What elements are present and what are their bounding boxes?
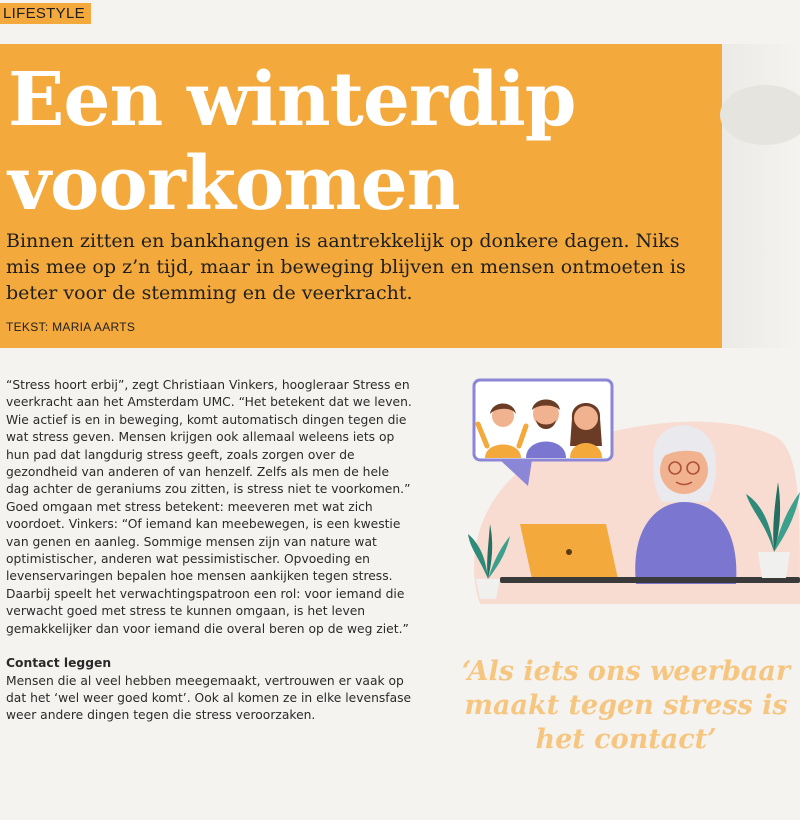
- body-paragraph-2: Goed omgaan met stress betekent: meeveren met wat zich voordoet. Vinkers: “Of iemand kan meebewegen, is een kwestie van genen en aanleg. Sommige mensen zijn van nature wat optimistischer, anderen wat pessimistischer. Opvoeding en levenservaringen bepalen hoe mensen aankijken tegen stress. Daarbij speelt het verwachtingspatroon een rol: voor iemand die verwacht goed met stress te kunnen omgaan, is het leven gemakkelijker dan voor iemand die overal beren op de weg ziet.”: [6, 499, 409, 636]
- video-call-illustration: [440, 374, 800, 604]
- article-body: [6, 377, 416, 725]
- background-bleed: [230, 0, 360, 26]
- subhead: Contact leggen: [6, 656, 112, 671]
- byline: TEKST: MARIA AARTS: [6, 320, 136, 334]
- lead-paragraph: Binnen zitten en bankhangen is aantrekkelijk op donkere dagen. Niks mis mee op z’n tijd, maar in beweging blijven en mensen ontmoeten is beter voor de stemming en de veerkracht.: [6, 230, 686, 304]
- headline-line-1: Een winterdip: [8, 57, 576, 143]
- headline: [8, 58, 708, 226]
- body-paragraph-3: Mensen die al veel hebben meegemaakt, vertrouwen er vaak op dat het ‘wel weer goed komt’. Ook al komen ze in elke levensfase weer andere dingen tegen die stress veroorzaken.: [6, 673, 412, 723]
- page-edge-shape: [720, 85, 800, 145]
- headline-line-2: voorkomen: [8, 141, 460, 227]
- body-paragraph-1: “Stress hoort erbij”, zegt Christiaan Vinkers, hoogleraar Stress en veerkracht aan het Amsterdam UMC. “Het betekent dat we leven. Wie actief is en in beweging, komt automatisch dingen tegen die wat stress geven. Mensen krijgen ook allemaal weleens iets op hun pad dat langdurig stress geeft, zoals zorgen over de gezondheid van anderen of van henzelf. Zelfs als men de hele dag achter de geraniums zou zitten, is stress niet te voorkomen.”: [6, 378, 412, 497]
- pull-quote: ‘Als iets ons weerbaar maakt tegen stress is het contact’: [461, 656, 791, 755]
- section-tag: LIFESTYLE: [0, 3, 91, 24]
